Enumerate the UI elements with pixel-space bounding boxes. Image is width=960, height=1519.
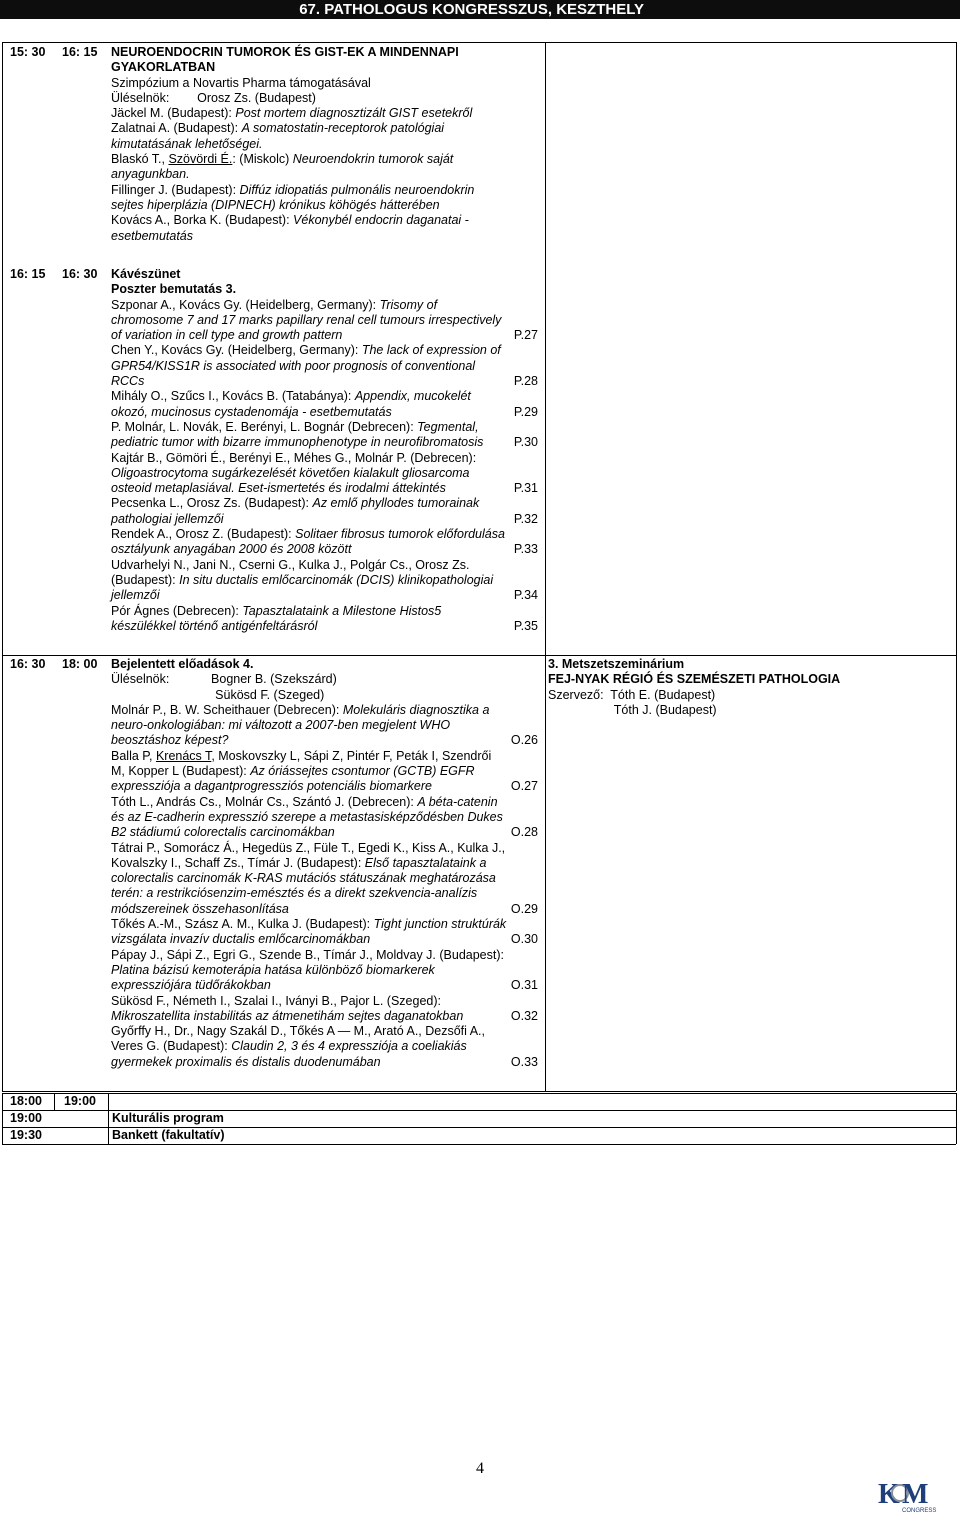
session-line bbox=[111, 420, 542, 435]
text-run: Győrffy H., Dr., Nagy Szakál D., Tőkés A — M., Arató A., Dezsőfi A., bbox=[111, 1024, 485, 1039]
session-line bbox=[111, 512, 542, 527]
abstract-code: O.29 bbox=[510, 901, 538, 916]
schedule-table bbox=[2, 43, 956, 1144]
text-run: Vékonybél endocrin daganatai - bbox=[293, 213, 469, 228]
text-run: módszereinek összehasonlítása bbox=[111, 901, 289, 916]
session-line bbox=[111, 558, 542, 573]
grid-line bbox=[2, 1091, 956, 1092]
session-line bbox=[111, 917, 542, 932]
seminar-line bbox=[548, 657, 953, 672]
session-line bbox=[111, 527, 542, 542]
time-start: 18:00 bbox=[10, 1094, 42, 1108]
abstract-code: P.28 bbox=[513, 374, 538, 389]
text-run: Tóth J. (Budapest) bbox=[548, 702, 717, 717]
session-line bbox=[111, 963, 542, 978]
text-run: pathologiai jellemzői bbox=[111, 511, 224, 526]
session-line bbox=[111, 213, 542, 228]
text-run: Poszter bemutatás 3. bbox=[111, 282, 237, 297]
session-line bbox=[111, 267, 542, 282]
grid-line bbox=[545, 42, 546, 1091]
abstract-code: P.30 bbox=[513, 435, 538, 450]
session-line bbox=[111, 604, 542, 619]
time-end: 18: 00 bbox=[62, 657, 98, 671]
session-line bbox=[111, 121, 542, 136]
text-run: Oligoastrocytoma sugárkezelését követően kialakult gliosarcoma bbox=[111, 465, 470, 480]
text-run: jellemzői bbox=[111, 588, 160, 603]
session-line bbox=[111, 588, 542, 603]
session-line bbox=[111, 451, 542, 466]
time-start: 16: 15 bbox=[10, 267, 46, 281]
text-run: készülékkel történő antigénfeltárásról bbox=[111, 618, 318, 633]
session-line bbox=[111, 481, 542, 496]
session-line bbox=[111, 932, 542, 947]
text-run: Kajtár B., Gömöri É., Berényi E., Méhes G., Molnár P. (Debrecen): bbox=[111, 450, 477, 465]
text-run: Bejelentett előadások 4. bbox=[111, 657, 254, 671]
session-line bbox=[111, 152, 542, 167]
text-run: Blaskó T., bbox=[111, 152, 169, 167]
session-line bbox=[111, 657, 542, 672]
text-run: Szövördi É. bbox=[168, 152, 233, 167]
session-line bbox=[111, 902, 542, 917]
text-run: Szervező: Tóth E. (Budapest) bbox=[548, 687, 716, 702]
session-line bbox=[111, 466, 542, 481]
session-line bbox=[111, 359, 542, 374]
text-run: Kovalszky I., Schaff Zs., Tímár J. (Budapest): bbox=[111, 855, 365, 870]
session-line bbox=[111, 733, 542, 748]
session-line bbox=[111, 389, 542, 404]
session-line bbox=[111, 76, 542, 91]
text-run: Kávészünet bbox=[111, 267, 181, 281]
text-run: 3. Metszetszeminárium bbox=[548, 657, 685, 671]
session-line bbox=[111, 573, 542, 588]
session-line bbox=[111, 183, 542, 198]
session-line bbox=[111, 749, 542, 764]
text-run: Tóth L., András Cs., Molnár Cs., Szántó J. (Debrecen): bbox=[111, 794, 418, 809]
session-line bbox=[111, 688, 542, 703]
text-run: Zalatnai A. (Budapest): bbox=[111, 121, 242, 136]
abstract-code: P.29 bbox=[513, 404, 538, 419]
text-run: of variation in cell type and growth pattern bbox=[111, 328, 343, 343]
text-run: anyagunkban. bbox=[111, 167, 190, 182]
session-line bbox=[111, 91, 542, 106]
text-run: , Moskovszky L, Sápi Z, Pintér F, Peták I, Szendrői bbox=[211, 748, 492, 763]
text-run: Platina bázisú kemoterápia hatása különböző biomarkerek bbox=[111, 962, 435, 977]
text-run: Mikroszatellita instabilitás az átmenetihám sejtes daganatokban bbox=[111, 1008, 464, 1023]
text-run: GYAKORLATBAN bbox=[111, 60, 216, 75]
session-line bbox=[111, 841, 542, 856]
page-header-bar bbox=[0, 0, 960, 19]
svg-text:K: K bbox=[878, 1479, 900, 1510]
text-run: sejtes hiperplázia (DIPNECH) krónikus köhögés hátterében bbox=[111, 197, 440, 212]
text-run: és az E-cadherin expresszió szerepe a metastasisképződésben Dukes bbox=[111, 809, 503, 824]
text-run: Diffúz idiopatiás pulmonális neuroendokrin bbox=[239, 182, 475, 197]
page-header-title: 67. PATHOLOGUS KONGRESSZUS, KESZTHELY bbox=[299, 1, 644, 18]
session-line bbox=[111, 718, 542, 733]
footer-row bbox=[2, 1093, 956, 1110]
session-line bbox=[111, 435, 542, 450]
text-run: pediatric tumor with bizarre immunophenotype in neurofibromatosis bbox=[111, 435, 484, 450]
session-line bbox=[111, 167, 542, 182]
page-number: 4 bbox=[476, 1460, 484, 1477]
text-run: Molnár P., B. W. Scheithauer (Debrecen): bbox=[111, 702, 343, 717]
grid-line bbox=[2, 1110, 956, 1111]
text-run: Solitaer fibrosus tumorok előfordulása bbox=[295, 527, 505, 542]
text-run: Sükösd F., Németh I., Szalai I., Iványi B., Pajor L. (Szeged): bbox=[111, 993, 442, 1008]
text-run: Tight junction struktúrák bbox=[373, 917, 507, 932]
text-run: Appendix, mucokelét bbox=[354, 389, 471, 404]
text-run: expressziójára tüdőrákokban bbox=[111, 978, 271, 993]
text-run: Rendek A., Orosz Z. (Budapest): bbox=[111, 527, 296, 542]
text-run: Neuroendokrin tumorok saját bbox=[292, 152, 454, 167]
session-line bbox=[111, 779, 542, 794]
session-line bbox=[111, 994, 542, 1009]
session-line bbox=[111, 825, 542, 840]
text-run: M, Kopper L (Budapest): bbox=[111, 764, 251, 779]
session-line bbox=[111, 764, 542, 779]
session-line bbox=[111, 343, 542, 358]
text-run: okozó, mucinosus cystadenomája - esetbemutatás bbox=[111, 404, 392, 419]
time-end: 16: 30 bbox=[62, 267, 98, 281]
text-run: In situ ductalis emlőcarcinomák (DCIS) klinikopathologiai bbox=[179, 572, 494, 587]
text-run: GPR54/KISS1R is associated with poor prognosis of conventional bbox=[111, 358, 476, 373]
text-run: A somatostatin-receptorok patológiai bbox=[241, 121, 445, 136]
text-run: Pór Ágnes (Debrecen): bbox=[111, 603, 243, 618]
grid-line bbox=[108, 1093, 109, 1144]
session-line bbox=[111, 405, 542, 420]
text-run: Claudin 2, 3 és 4 expressziója a coeliakiás bbox=[231, 1039, 467, 1054]
session-line bbox=[111, 1024, 542, 1039]
text-run: NEUROENDOCRIN TUMOROK ÉS GIST-EK A MINDENNAPI bbox=[111, 45, 459, 59]
session-line bbox=[111, 1039, 542, 1054]
time-start: 16: 30 bbox=[10, 657, 46, 671]
session-line bbox=[111, 948, 542, 963]
text-run: gyermekek proximalis és distalis duodenumában bbox=[111, 1054, 381, 1069]
text-run: Első tapasztalataink a bbox=[364, 855, 487, 870]
grid-line bbox=[2, 1093, 956, 1094]
text-run: (Budapest): bbox=[111, 572, 180, 587]
session-line bbox=[111, 810, 542, 825]
text-run: Sükösd F. (Szeged) bbox=[111, 687, 325, 702]
text-run: Fillinger J. (Budapest): bbox=[111, 182, 240, 197]
text-run: osztályunk anyagában 2000 és 2008 között bbox=[111, 542, 352, 557]
text-run: Tátrai P., Somorácz Á., Hegedüs Z., Füle T., Egedi K., Kiss A., Kulka J., bbox=[111, 840, 506, 855]
text-run: kimutatásának lehetőségei. bbox=[111, 136, 263, 151]
text-run: Post mortem diagnosztizált GIST esetekről bbox=[235, 106, 473, 121]
text-run: Veres G. (Budapest): bbox=[111, 1039, 232, 1054]
text-run: expressziója a dagantprogressziós potenciális biomarkere bbox=[111, 779, 433, 794]
grid-line bbox=[2, 42, 3, 1091]
abstract-code: P.31 bbox=[513, 481, 538, 496]
text-run: neuro-onkologiában: mi változott a 2007-ben megjelent WHO bbox=[111, 718, 451, 733]
session-line bbox=[111, 886, 542, 901]
session-line bbox=[111, 137, 542, 152]
text-run: Kovács A., Borka K. (Budapest): bbox=[111, 213, 294, 228]
abstract-code: O.28 bbox=[510, 825, 538, 840]
text-run: Szimpózium a Novartis Pharma támogatásával bbox=[111, 75, 371, 90]
seminar-line bbox=[548, 688, 953, 703]
session-line bbox=[111, 282, 542, 297]
km-congress-logo bbox=[876, 1476, 937, 1514]
text-run: FEJ-NYAK RÉGIÓ ÉS SZEMÉSZETI PATHOLOGIA bbox=[548, 672, 841, 687]
time-start: 19:00 bbox=[10, 1111, 42, 1125]
session-line bbox=[111, 374, 542, 389]
text-run: osteoid metaplasiával. Eset-ismertetés és irodalmi áttekintés bbox=[111, 481, 446, 496]
abstract-code: P.27 bbox=[513, 328, 538, 343]
text-run: Tőkés A.-M., Szász A. M., Kulka J. (Budapest): bbox=[111, 917, 374, 932]
abstract-code: O.32 bbox=[510, 1008, 538, 1023]
grid-line bbox=[54, 1093, 55, 1110]
text-run: P. Molnár, L. Novák, E. Berényi, L. Bognár (Debrecen): bbox=[111, 419, 418, 434]
text-run: RCCs bbox=[111, 374, 145, 389]
text-run: Udvarhelyi N., Jani N., Cserni G., Kulka J., Polgár Cs., Orosz Zs. bbox=[111, 557, 470, 572]
text-run: Pecsenka L., Orosz Zs. (Budapest): bbox=[111, 496, 313, 511]
grid-line bbox=[2, 1144, 956, 1145]
abstract-code: O.30 bbox=[510, 932, 538, 947]
grid-line bbox=[956, 42, 957, 1091]
time-start: 19:30 bbox=[10, 1128, 42, 1142]
session-content bbox=[111, 267, 542, 653]
session-line bbox=[111, 106, 542, 121]
text-run: Tapasztalataink a Milestone Histos5 bbox=[242, 603, 442, 618]
seminar-line bbox=[548, 672, 953, 687]
svg-text:M: M bbox=[902, 1479, 929, 1510]
session-line bbox=[111, 856, 542, 871]
abstract-code: O.27 bbox=[510, 779, 538, 794]
session-line bbox=[111, 672, 542, 687]
session-line bbox=[111, 60, 542, 75]
footer-row bbox=[2, 1110, 956, 1127]
session-line bbox=[111, 619, 542, 634]
text-run: Mihály O., Szűcs I., Kovács B. (Tatabánya): bbox=[111, 389, 355, 404]
footer-label: Bankett (fakultatív) bbox=[112, 1128, 225, 1142]
session-line bbox=[111, 703, 542, 718]
text-run: Tegmental, bbox=[417, 419, 479, 434]
grid-line bbox=[2, 1093, 3, 1144]
session-line bbox=[111, 496, 542, 511]
session-line bbox=[111, 298, 542, 313]
text-run: Pápay J., Sápi Z., Egri G., Szende B., Tímár J., Moldvay J. (Budapest): bbox=[111, 947, 504, 962]
footer-row bbox=[2, 1127, 956, 1144]
text-run: A béta-catenin bbox=[417, 794, 498, 809]
text-run: vizsgálata invazív ductalis emlőcarcinomákban bbox=[111, 932, 371, 947]
text-run: Szponar A., Kovács Gy. (Heidelberg, Germany): bbox=[111, 297, 380, 312]
abstract-code: O.26 bbox=[510, 733, 538, 748]
session-line bbox=[111, 198, 542, 213]
grid-line bbox=[956, 1093, 957, 1144]
time-end: 19:00 bbox=[64, 1094, 96, 1108]
grid-line bbox=[2, 42, 956, 43]
session-line bbox=[111, 795, 542, 810]
grid-line bbox=[2, 655, 956, 656]
session-line bbox=[111, 542, 542, 557]
text-run: colorectalis carcinomák K-RAS mutációs státuszának meghatározása bbox=[111, 871, 496, 886]
text-run: Az óriássejtes csontumor (GCTB) EGFR bbox=[250, 764, 475, 779]
session-line bbox=[111, 229, 542, 244]
text-run: : (Miskolc) bbox=[232, 152, 293, 167]
text-run: Jäckel M. (Budapest): bbox=[111, 106, 236, 121]
grid-line bbox=[2, 1127, 956, 1128]
text-run: The lack of expression of bbox=[361, 343, 501, 358]
abstract-code: P.33 bbox=[513, 542, 538, 557]
abstract-code: P.35 bbox=[513, 618, 538, 633]
session-line bbox=[111, 1055, 542, 1070]
text-run: chromosome 7 and 17 marks papillary renal cell tumours irrespectively bbox=[111, 312, 502, 327]
text-run: Krenács T bbox=[155, 748, 212, 763]
session-line bbox=[111, 871, 542, 886]
text-run: terén: a restrikciósenzim-emésztés és a direkt szekvencia-analízis bbox=[111, 886, 478, 901]
text-run: Üléselnök: Bogner B. (Szekszárd) bbox=[111, 672, 337, 687]
abstract-code: O.31 bbox=[510, 978, 538, 993]
svg-text:CONGRESS: CONGRESS bbox=[902, 1508, 937, 1514]
seminar-content bbox=[548, 657, 953, 1089]
seminar-line bbox=[548, 703, 953, 718]
text-run: Balla P, bbox=[111, 748, 156, 763]
session-line bbox=[111, 978, 542, 993]
text-run: Chen Y., Kovács Gy. (Heidelberg, Germany): bbox=[111, 343, 362, 358]
session-line bbox=[111, 313, 542, 328]
text-run: Trisomy of bbox=[379, 297, 438, 312]
session-content bbox=[111, 45, 542, 263]
session-line bbox=[111, 328, 542, 343]
text-run: esetbemutatás bbox=[111, 228, 193, 243]
text-run: beosztáshoz képest? bbox=[111, 733, 229, 748]
session-content bbox=[111, 657, 542, 1089]
text-run: Molekuláris diagnosztika a bbox=[342, 702, 490, 717]
abstract-code: O.33 bbox=[510, 1054, 538, 1069]
abstract-code: P.32 bbox=[513, 511, 538, 526]
text-run: Az emlő phyllodes tumorainak bbox=[312, 496, 480, 511]
footer-label: Kulturális program bbox=[112, 1111, 224, 1125]
abstract-code: P.34 bbox=[513, 588, 538, 603]
text-run: Üléselnök: Orosz Zs. (Budapest) bbox=[111, 90, 316, 105]
text-run: B2 stádiumú colorectalis carcinomákban bbox=[111, 825, 335, 840]
time-end: 16: 15 bbox=[62, 45, 98, 59]
session-line bbox=[111, 45, 542, 60]
time-start: 15: 30 bbox=[10, 45, 46, 59]
session-line bbox=[111, 1009, 542, 1024]
